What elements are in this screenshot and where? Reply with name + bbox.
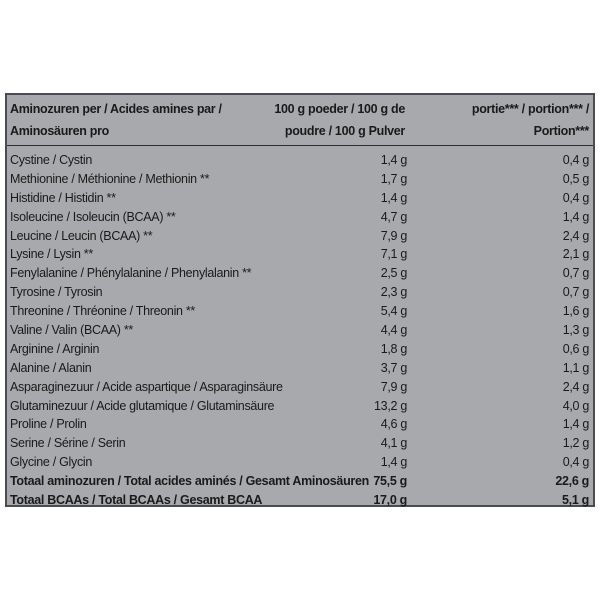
row-per100: 75,5 g (373, 474, 407, 489)
total-row (7, 491, 593, 510)
row-name: Fenylalanine / Phénylalanine / Phenylalanin ** (10, 266, 252, 281)
header-portion (429, 98, 589, 142)
row-portion: 22,6 g (555, 474, 589, 489)
row-portion: 2,4 g (562, 228, 589, 243)
table-row (7, 208, 593, 227)
row-name: Alanine / Alanin (10, 360, 92, 375)
row-per100: 4,1 g (380, 436, 407, 451)
row-portion: 0,6 g (562, 341, 589, 356)
row-per100: 1,4 g (380, 153, 407, 167)
header-portion-line1: portie*** / portion*** / (471, 102, 589, 116)
row-name: Isoleucine / Isoleucin (BCAA) ** (10, 209, 176, 224)
row-per100: 1,7 g (380, 171, 407, 186)
total-row (7, 472, 593, 491)
row-portion: 5,1 g (562, 493, 589, 508)
row-name: Asparaginezuur / Acide aspartique / Asparaginsäure (10, 379, 283, 394)
row-per100: 7,9 g (380, 228, 407, 243)
row-per100: 1,4 g (380, 190, 407, 205)
header-name-line2: Aminosäuren pro (10, 124, 109, 138)
row-name: Lysine / Lysin ** (10, 247, 93, 262)
table-row (7, 397, 593, 416)
header-name (10, 98, 270, 142)
row-portion: 0,4 g (562, 153, 589, 167)
row-name: Arginine / Arginin (10, 341, 100, 356)
table-row (7, 378, 593, 397)
row-name: Tyrosine / Tyrosin (10, 285, 103, 300)
table-row (7, 170, 593, 189)
row-per100: 13,2 g (374, 398, 407, 413)
header-name-line1: Aminozuren per / Acides amines par / (10, 102, 222, 116)
row-per100: 17,0 g (373, 493, 407, 508)
table-row (7, 302, 593, 321)
header-portion-line2: Portion*** (533, 124, 589, 138)
row-name: Histidine / Histidin ** (10, 190, 116, 205)
amino-acid-table (5, 93, 595, 507)
row-per100: 2,5 g (380, 266, 407, 281)
row-name: Glycine / Glycin (10, 455, 93, 470)
row-portion: 0,7 g (562, 285, 589, 300)
header-per100-line2: poudre / 100 g Pulver (284, 124, 405, 138)
row-portion: 0,4 g (562, 455, 589, 470)
table-row (7, 434, 593, 453)
row-portion: 1,2 g (562, 436, 589, 451)
row-name: Serine / Sérine / Serin (10, 436, 126, 451)
table-row (7, 359, 593, 378)
row-portion: 0,5 g (562, 171, 589, 186)
row-name: Leucine / Leucin (BCAA) ** (10, 228, 153, 243)
row-per100: 7,1 g (380, 247, 407, 262)
row-portion: 1,4 g (562, 417, 589, 432)
row-per100: 7,9 g (380, 379, 407, 394)
table-header (7, 95, 593, 146)
table-row (7, 189, 593, 208)
table-row (7, 415, 593, 434)
row-portion: 1,4 g (562, 209, 589, 224)
row-name: Proline / Prolin (10, 417, 87, 432)
table-row (7, 264, 593, 283)
table-row (7, 340, 593, 359)
row-name: Totaal BCAAs / Total BCAAs / Gesamt BCAA (10, 493, 263, 508)
row-per100: 2,3 g (380, 285, 407, 300)
row-portion: 0,7 g (562, 266, 589, 281)
row-per100: 4,7 g (380, 209, 407, 224)
row-name: Cystine / Cystin (10, 153, 93, 167)
row-portion: 0,4 g (562, 190, 589, 205)
row-portion: 2,1 g (562, 247, 589, 262)
row-name: Threonine / Thréonine / Threonin ** (10, 304, 195, 319)
row-per100: 1,4 g (380, 455, 407, 470)
header-per100 (255, 98, 405, 142)
table-row (7, 283, 593, 302)
row-portion: 4,0 g (562, 398, 589, 413)
row-per100: 4,6 g (380, 417, 407, 432)
table-row (7, 321, 593, 340)
row-name: Totaal aminozuren / Total acides aminés / Gesamt Aminosäuren (10, 474, 369, 489)
row-per100: 5,4 g (380, 304, 407, 319)
header-per100-line1: 100 g poeder / 100 g de (274, 102, 405, 116)
table-row (7, 151, 593, 170)
row-per100: 3,7 g (380, 360, 407, 375)
row-per100: 1,8 g (380, 341, 407, 356)
row-portion: 1,1 g (562, 360, 589, 375)
row-portion: 2,4 g (562, 379, 589, 394)
row-per100: 4,4 g (380, 323, 407, 338)
table-row (7, 453, 593, 472)
row-name: Glutaminezuur / Acide glutamique / Glutaminsäure (10, 398, 275, 413)
table-row (7, 227, 593, 246)
table-row (7, 245, 593, 264)
row-portion: 1,3 g (562, 323, 589, 338)
table-body (7, 151, 593, 510)
row-name: Methionine / Méthionine / Methionin ** (10, 171, 210, 186)
row-name: Valine / Valin (BCAA) ** (10, 323, 133, 338)
row-portion: 1,6 g (562, 304, 589, 319)
